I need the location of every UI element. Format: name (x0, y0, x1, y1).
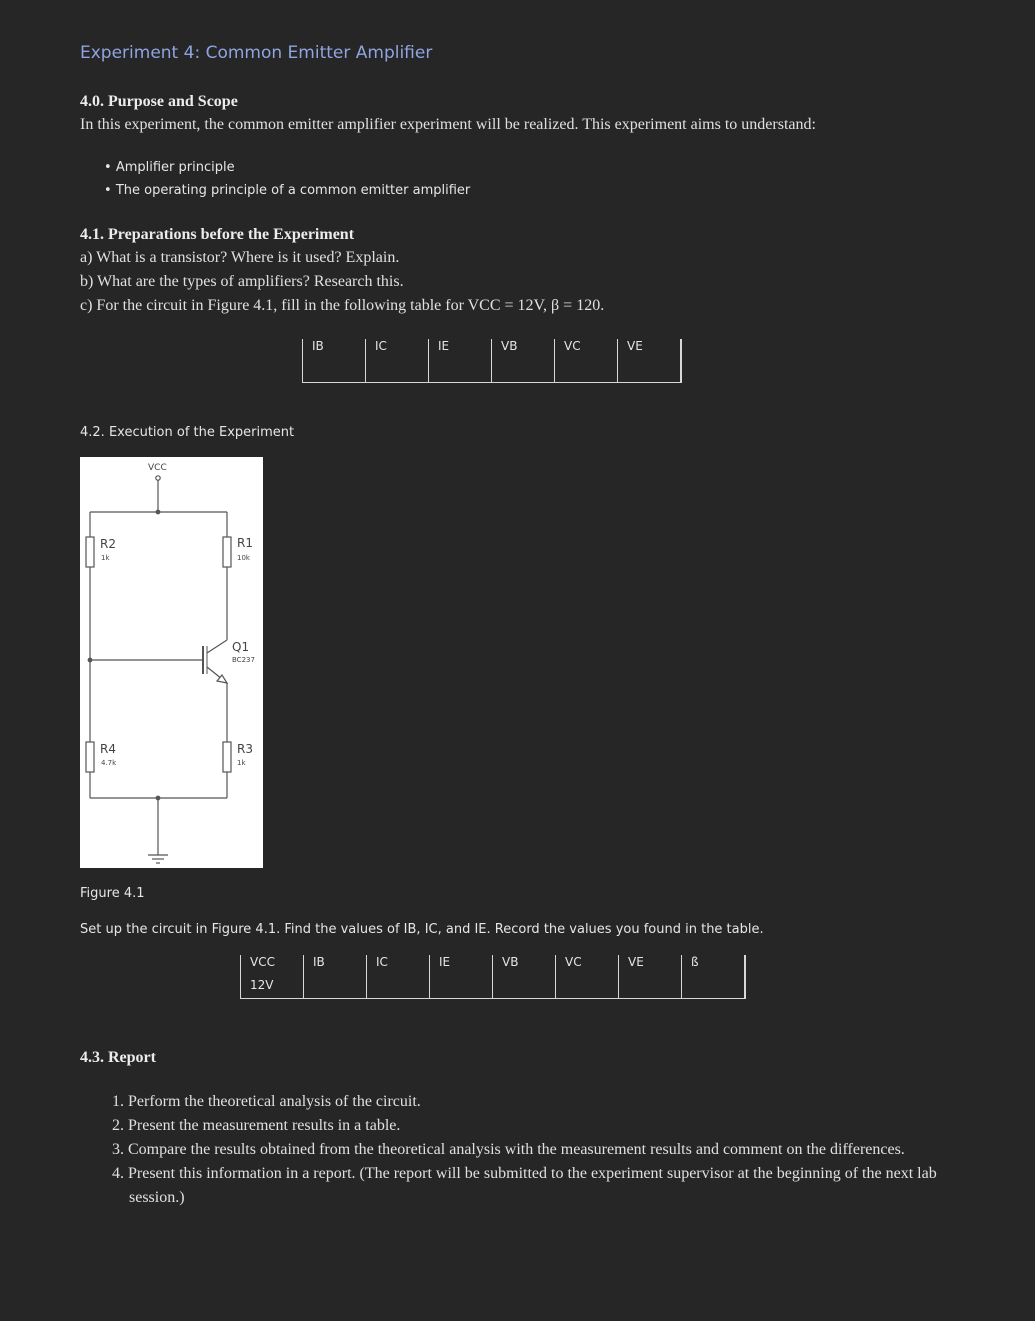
list-item: 4. Present this information in a report. (The report will be submitted to the experiment supervisor at the beginning of the next lab session.) (112, 1165, 937, 1206)
r3-name: R3 (237, 742, 253, 756)
table-header-cell: IE (429, 339, 492, 362)
section-4-3-heading: 4.3. Report (80, 1049, 156, 1066)
table-cell[interactable] (492, 362, 555, 383)
table-header-cell: IB (303, 339, 366, 362)
table-header-cell: IC (366, 339, 429, 362)
bullet-text: Amplifier principle (115, 160, 235, 175)
vcc-terminal (156, 476, 160, 480)
prep-table (302, 339, 682, 383)
table-cell[interactable] (304, 978, 367, 999)
execution-instruction: Set up the circuit in Figure 4.1. Find the values of IB, IC, and IE. Record the values you found in the table. (80, 922, 764, 937)
figure-caption: Figure 4.1 (80, 886, 145, 901)
list-item: 2. Present the measurement results in a table. (112, 1117, 401, 1134)
r2-resistor (86, 537, 94, 567)
prep-item-c: c) For the circuit in Figure 4.1, fill in the following table for VCC = 12V, β = 120. (80, 297, 605, 314)
q1-name: Q1 (232, 640, 250, 654)
measurement-table (240, 955, 746, 999)
r2-value: 1k (101, 554, 110, 562)
table-edge (745, 955, 746, 978)
table-header-cell: VE (619, 955, 682, 978)
section-4-0-intro: In this experiment, the common emitter amplifier experiment will be realized. This experiment aims to understand: (80, 116, 816, 133)
table-cell[interactable] (618, 362, 681, 383)
r4-name: R4 (100, 742, 116, 756)
table-header-cell: ß (682, 955, 745, 978)
bullet-item (104, 183, 470, 198)
r1-name: R1 (237, 536, 253, 550)
table-cell[interactable] (682, 978, 745, 999)
table-cell[interactable] (366, 362, 429, 383)
bullet-text: The operating principle of a common emitter amplifier (115, 183, 471, 198)
table-cell[interactable] (493, 978, 556, 999)
bullet-icon: • (104, 160, 112, 175)
r3-resistor (223, 742, 231, 772)
table-cell[interactable] (556, 978, 619, 999)
circuit-diagram (80, 457, 263, 868)
table-header-cell: IE (430, 955, 493, 978)
table-header-cell: VE (618, 339, 681, 362)
table-header-cell: VC (556, 955, 619, 978)
table-cell[interactable] (429, 362, 492, 383)
prep-item-b: b) What are the types of amplifiers? Research this. (80, 273, 404, 290)
bullet-icon: • (104, 183, 112, 198)
table-cell[interactable] (367, 978, 430, 999)
section-4-0-heading: 4.0. Purpose and Scope (80, 93, 238, 110)
list-item: 3. Compare the results obtained from the theoretical analysis with the measurement results and comment on the differences. (112, 1141, 905, 1158)
circuit-figure (80, 457, 263, 868)
page-title: Experiment 4: Common Emitter Amplifier (80, 43, 433, 63)
vcc-label: VCC (148, 463, 167, 473)
table-edge (681, 362, 682, 383)
q1-transistor (203, 640, 227, 683)
table-header-cell: IB (304, 955, 367, 978)
bullet-item (104, 160, 235, 175)
r1-resistor (223, 537, 231, 567)
table-edge (745, 978, 746, 999)
table-cell[interactable]: 12V (241, 978, 304, 999)
table-header-cell: VB (492, 339, 555, 362)
ground-icon (148, 855, 168, 863)
section-4-1-heading: 4.1. Preparations before the Experiment (80, 226, 355, 243)
table-header-cell: IC (367, 955, 430, 978)
table-cell[interactable] (555, 362, 618, 383)
list-item: 1. Perform the theoretical analysis of the circuit. (112, 1093, 421, 1110)
report-list (105, 1090, 985, 1210)
table-header-cell: VB (493, 955, 556, 978)
table-header-cell: VC (555, 339, 618, 362)
table-cell[interactable] (430, 978, 493, 999)
table-header-cell: VCC (241, 955, 304, 978)
prep-item-a: a) What is a transistor? Where is it used? Explain. (80, 249, 400, 266)
r4-value: 4.7k (101, 759, 117, 767)
table-cell[interactable] (619, 978, 682, 999)
table-cell[interactable] (303, 362, 366, 383)
table-edge (681, 339, 682, 362)
r3-value: 1k (237, 759, 246, 767)
section-4-2-heading: 4.2. Execution of the Experiment (80, 425, 295, 440)
r2-name: R2 (100, 537, 116, 551)
r4-resistor (86, 742, 94, 772)
r1-value: 10k (237, 554, 250, 562)
q1-part: BC237 (232, 656, 255, 664)
